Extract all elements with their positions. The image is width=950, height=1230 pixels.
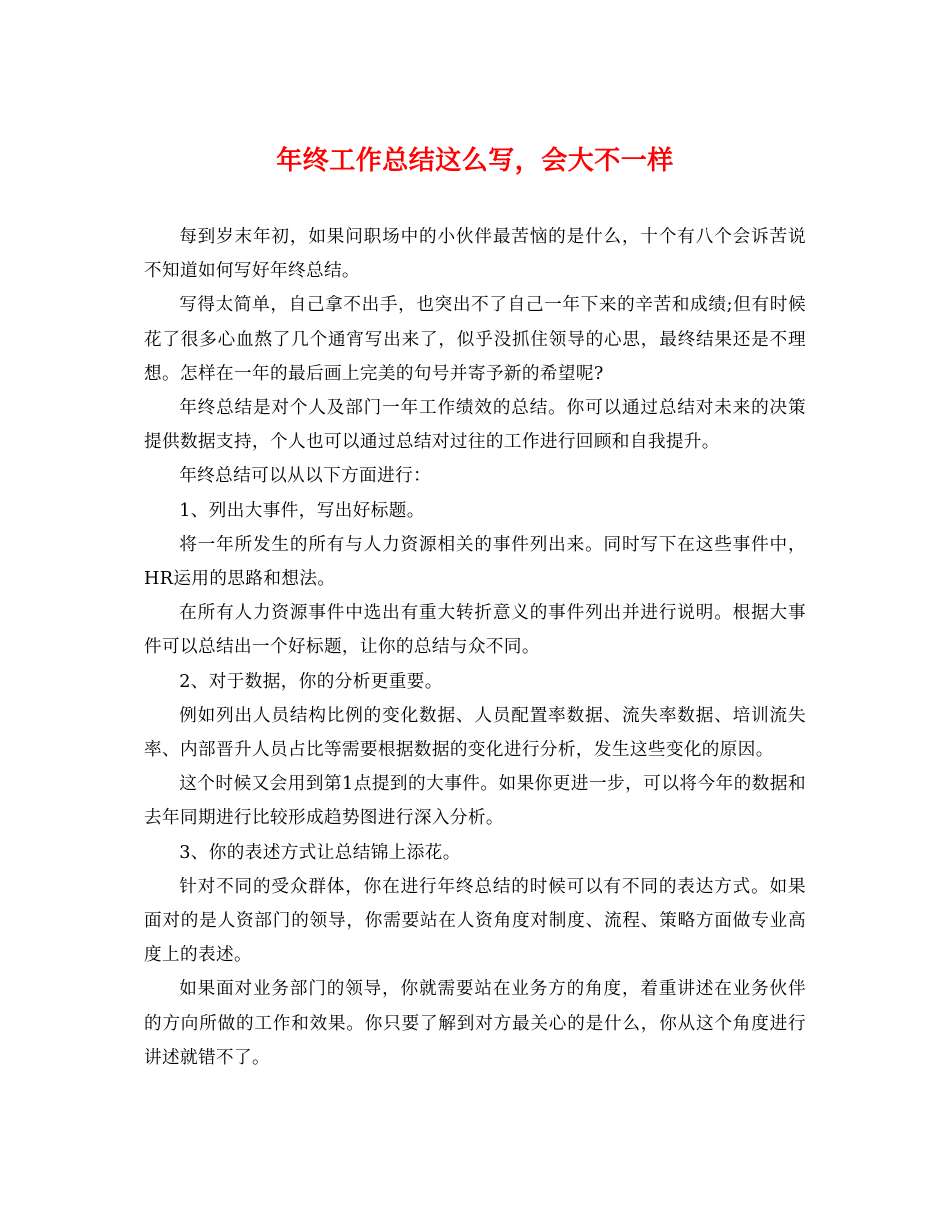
- paragraph: 每到岁末年初，如果问职场中的小伙伴最苦恼的是什么，十个有八个会诉苦说不知道如何写好年终总结。: [144, 227, 806, 282]
- paragraph: 在所有人力资源事件中选出有重大转折意义的事件列出并进行说明。根据大事件可以总结出一个好标题，让你的总结与众不同。: [144, 603, 806, 658]
- paragraph: 如果面对业务部门的领导，你就需要站在业务方的角度，着重讲述在业务伙伴的方向所做的工作和效果。你只要了解到对方最关心的是什么，你从这个角度进行讲述就错不了。: [144, 979, 806, 1068]
- paragraph: 这个时候又会用到第1点提到的大事件。如果你更进一步，可以将今年的数据和去年同期进行比较形成趋势图进行深入分析。: [144, 774, 806, 829]
- section-heading: 3、你的表述方式让总结锦上添花。: [179, 842, 461, 863]
- paragraph: 将一年所发生的所有与人力资源相关的事件列出来。同时写下在这些事件中，HR运用的思路和想法。: [144, 534, 806, 590]
- paragraph: 写得太简单，自己拿不出手，也突出不了自己一年下来的辛苦和成绩;但有时候花了很多心血熬了几个通宵写出来了，似乎没抓住领导的心思，最终结果还是不理想。怎样在一年的最后画上完美的句号并寄予新的希望呢?: [144, 295, 806, 384]
- section-heading: 1、列出大事件，写出好标题。: [179, 500, 425, 521]
- section-heading: 2、对于数据，你的分析更重要。: [179, 671, 443, 692]
- paragraph: 针对不同的受众群体，你在进行年终总结的时候可以有不同的表达方式。如果面对的是人资部门的领导，你需要站在人资角度对制度、流程、策略方面做专业高度上的表述。: [144, 876, 806, 966]
- document-body: [144, 220, 806, 1075]
- paragraph: 例如列出人员结构比例的变化数据、人员配置率数据、流失率数据、培训流失率、内部晋升人员占比等需要根据数据的变化进行分析，发生这些变化的原因。: [144, 705, 806, 761]
- paragraph: 年终总结可以从以下方面进行：: [179, 466, 432, 487]
- paragraph: 年终总结是对个人及部门一年工作绩效的总结。你可以通过总结对未来的决策提供数据支持，个人也可以通过总结对过往的工作进行回顾和自我提升。: [144, 398, 806, 453]
- document-title: 年终工作总结这么写，会大不一样: [276, 146, 674, 176]
